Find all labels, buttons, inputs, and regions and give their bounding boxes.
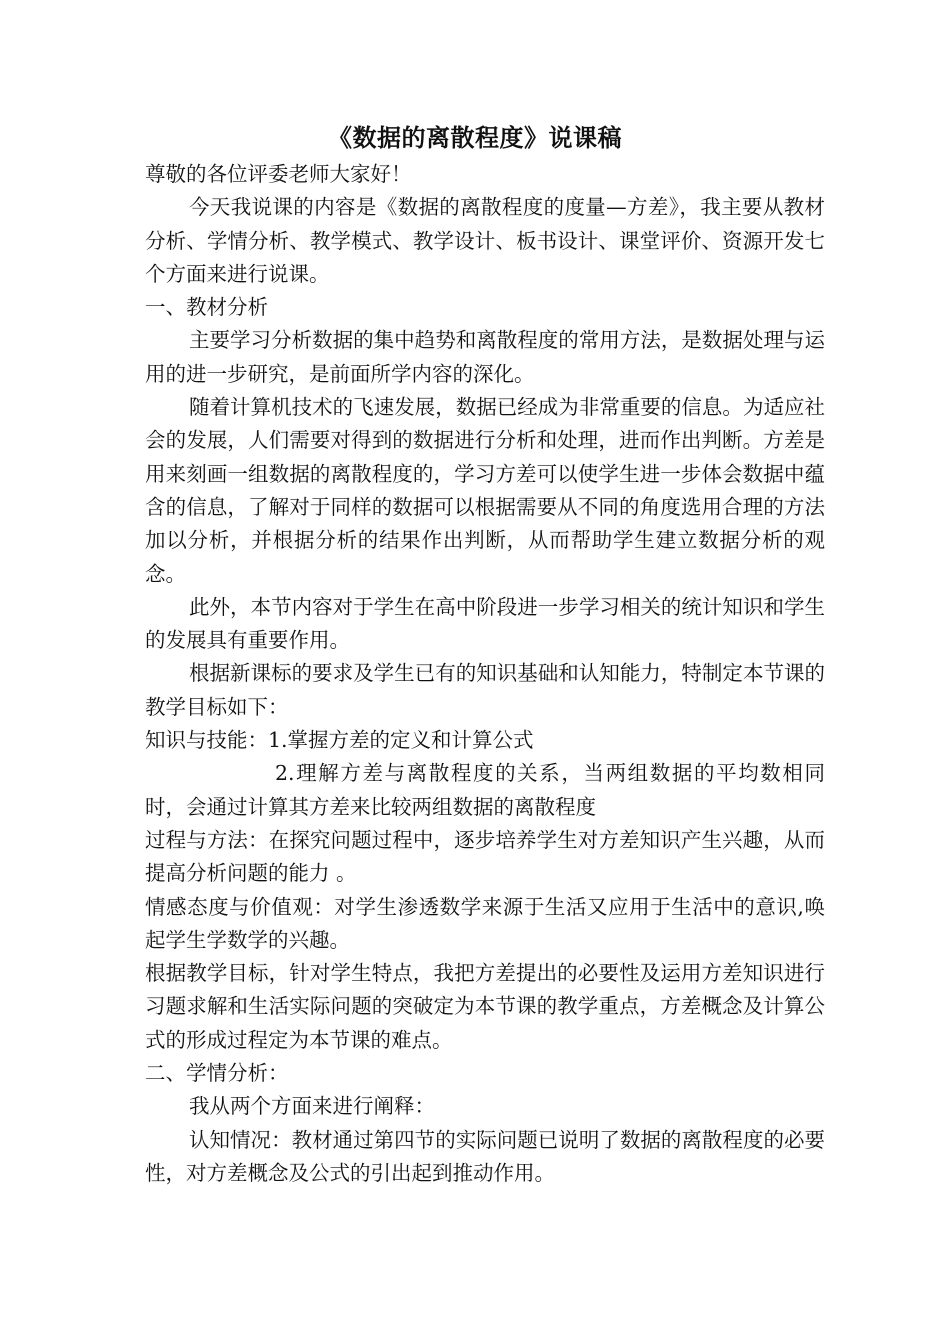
paragraph-intro: 今天我说课的内容是《数据的离散程度的度量—方差》，我主要从教材分析、学情分析、教学模式、教学设计、板书设计、课堂评价、资源开发七个方面来进行说课。 [145, 195, 825, 286]
paragraph: 根据新课标的要求及学生已有的知识基础和认知能力，特制定本节课的教学目标如下： [145, 661, 825, 719]
objective-process-method: 过程与方法：在探究问题过程中，逐步培养学生对方差知识产生兴趣，从而提高分析问题的能力 。 [145, 827, 825, 886]
objective-knowledge-skills-item-2: 2.理解方差与离散程度的关系，当两组数据的平均数相同时，会通过计算其方差来比较两组数据的离散程度 [145, 761, 825, 819]
paragraph-greeting: 尊敬的各位评委老师大家好！ [145, 162, 412, 186]
objective-emotion-values: 情感态度与价值观：对学生渗透数学来源于生活又应用于生活中的意识,唤起学生学数学的兴趣。 [145, 894, 825, 952]
paragraph-key-points: 根据教学目标，针对学生特点，我把方差提出的必要性及运用方差知识进行习题求解和生活实际问题的突破定为本节课的教学重点，方差概念及计算公式的形成过程定为本节课的难点。 [145, 961, 825, 1052]
paragraph: 此外，本节内容对于学生在高中阶段进一步学习相关的统计知识和学生的发展具有重要作用。 [145, 594, 825, 653]
paragraph: 我从两个方面来进行阐释： [189, 1094, 435, 1119]
paragraph-cognition: 认知情况：教材通过第四节的实际问题已说明了数据的离散程度的必要性，对方差概念及公式的引出起到推动作用。 [145, 1127, 825, 1185]
document-title: 《数据的离散程度》说课稿 [328, 123, 622, 152]
paragraph: 随着计算机技术的飞速发展，数据已经成为非常重要的信息。为适应社会的发展，人们需要对得到的数据进行分析和处理，进而作出判断。方差是用来刻画一组数据的离散程度的，学习方差可以使学生进一步体会数据中蕴含的信息，了解对于同样的数据可以根据需要从不同的角度选用合理的方法加以分析，并根据分析的结果作出判断，从而帮助学生建立数据分析的观念。 [145, 395, 825, 586]
document-body [145, 158, 825, 1190]
section-heading-textbook-analysis: 一、教材分析 [145, 295, 268, 320]
objective-knowledge-skills: 知识与技能：1.掌握方差的定义和计算公式 [145, 728, 534, 753]
paragraph: 主要学习分析数据的集中趋势和离散程度的常用方法，是数据处理与运用的进一步研究，是前面所学内容的深化。 [145, 328, 825, 386]
section-heading-student-analysis: 二、学情分析： [145, 1061, 289, 1086]
